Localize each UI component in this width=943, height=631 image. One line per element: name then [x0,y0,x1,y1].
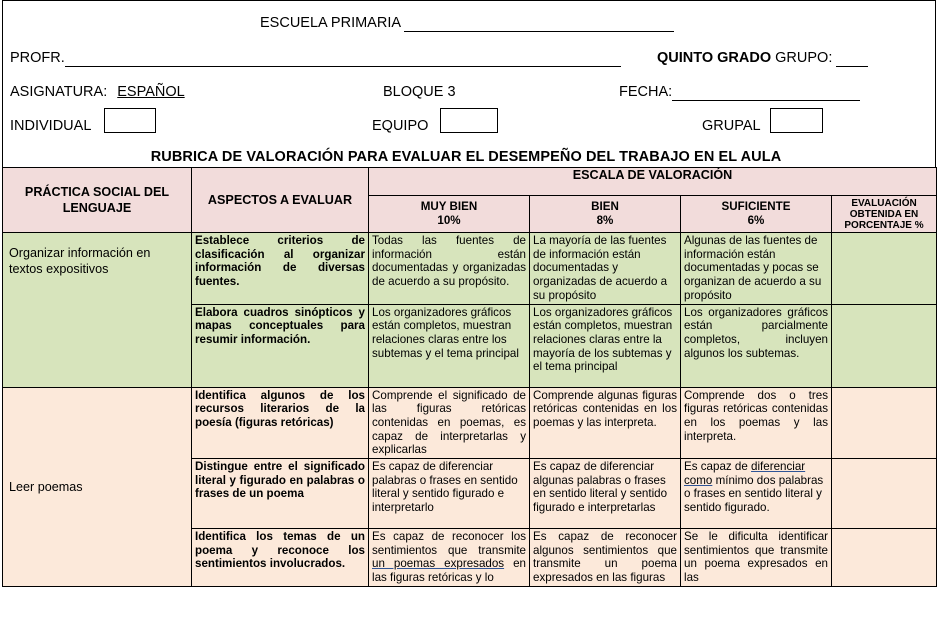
practice-name: Leer poemas [3,387,192,586]
eval-header: EVALUACIÓN OBTENIDA EN PORCENTAJE % [832,196,937,233]
aspect-cell: Distingue entre el significado literal y figurado en palabras o frases de un poema [192,459,369,529]
muy-bien-cell: Comprende el significado de las figuras retóricas contenidas en poemas, es capaz de interpretarlas y explicarlas [369,387,530,459]
group-blank[interactable] [836,52,868,67]
individual-box[interactable] [104,108,156,133]
eval-cell[interactable] [832,459,937,529]
subject-label: ASIGNATURA: [10,84,108,100]
muy-bien-cell: Es capaz de reconocer los sentimientos que transmite un poemas expresados en las figuras retóricas y lo [369,529,530,587]
date-blank[interactable] [672,86,860,101]
level-suficiente: SUFICIENTE 6% [681,196,832,233]
eval-cell[interactable] [832,387,937,459]
bien-cell: Los organizadores gráficos están completos, muestran relaciones claras entre la mayoría de los subtemas y el tema principal [530,304,681,387]
group-work-label: GRUPAL [702,118,761,134]
level-bien: BIEN 8% [530,196,681,233]
bien-cell: Es capaz de reconocer algunos sentimientos que transmite un poema expresados en las figuras [530,529,681,587]
grade-label: QUINTO GRADO [657,50,772,66]
school-blank[interactable] [404,17,674,32]
suficiente-cell: Se le dificulta identificar sentimientos que transmite un poema expresados en las [681,529,832,587]
scale-header: ESCALA DE VALORACIÓN [369,168,937,196]
muy-bien-cell: Todas las fuentes de información están documentadas y organizadas de acuerdo a su propósito. [369,233,530,305]
eval-cell[interactable] [832,529,937,587]
group-label: GRUPO: [775,50,833,66]
suficiente-cell: Los organizadores gráficos están parcialmente completos, incluyen algunos los subtemas. [681,304,832,387]
aspect-cell: Elabora cuadros sinópticos y mapas conceptuales para resumir información. [192,304,369,387]
suficiente-cell: Algunas de las fuentes de información están documentadas y pocas se organizan de acuerdo a su propósito [681,233,832,305]
rubric-table [2,167,937,587]
school-field [260,14,674,32]
table-header-row [3,168,937,196]
aspect-cell: Establece criterios de clasificación al organizar información de diversas fuentes. [192,233,369,305]
subject-value: ESPAÑOL [117,84,185,100]
eval-cell[interactable] [832,233,937,305]
practice-name: Organizar información en textos expositivos [3,233,192,388]
table-row [3,387,937,459]
eval-cell[interactable] [832,304,937,387]
suficiente-cell: Comprende dos o tres figuras retóricas contenidas en los poemas y las interpreta. [681,387,832,459]
aspects-header: ASPECTOS A EVALUAR [192,168,369,233]
teacher-field [10,49,621,67]
group-work-box[interactable] [770,108,823,133]
rubric-title: RUBRICA DE VALORACIÓN PARA EVALUAR EL DESEMPEÑO DEL TRABAJO EN EL AULA [150,149,782,165]
level-muy-bien: MUY BIEN 10% [369,196,530,233]
muy-bien-cell: Los organizadores gráficos están completos, muestran relaciones claras entre los subtemas y el tema principal [369,304,530,387]
subject-field [10,83,185,101]
date-label: FECHA: [619,84,673,100]
block-label: BLOQUE 3 [383,84,456,100]
team-label: EQUIPO [372,118,429,134]
bien-cell: Comprende algunas figuras retóricas contenidas en los poemas y las interpreta. [530,387,681,459]
table-row [3,233,937,305]
bien-cell: Es capaz de diferenciar algunas palabras o frases en sentido literal y sentido figurado e interpretarlas [530,459,681,529]
aspect-cell: Identifica algunos de los recursos literarios de la poesía (figuras retóricas) [192,387,369,459]
team-box[interactable] [440,108,498,133]
date-field [619,83,860,101]
school-label: ESCUELA PRIMARIA [260,15,401,31]
teacher-label: PROFR. [10,50,65,66]
muy-bien-cell: Es capaz de diferenciar palabras o frases en sentido literal y sentido figurado e interpretarlo [369,459,530,529]
individual-label: INDIVIDUAL [10,118,92,134]
practice-header: PRÁCTICA SOCIAL DEL LENGUAJE [3,168,192,233]
bien-cell: La mayoría de las fuentes de información están documentadas y organizadas de acuerdo a su propósito [530,233,681,305]
aspect-cell: Identifica los temas de un poema y reconoce los sentimientos involucrados. [192,529,369,587]
teacher-blank[interactable] [65,52,621,67]
suficiente-cell: Es capaz de diferenciar como mínimo dos palabras o frases en sentido literal y sentido figurado. [681,459,832,529]
grade-group-field [657,49,868,67]
